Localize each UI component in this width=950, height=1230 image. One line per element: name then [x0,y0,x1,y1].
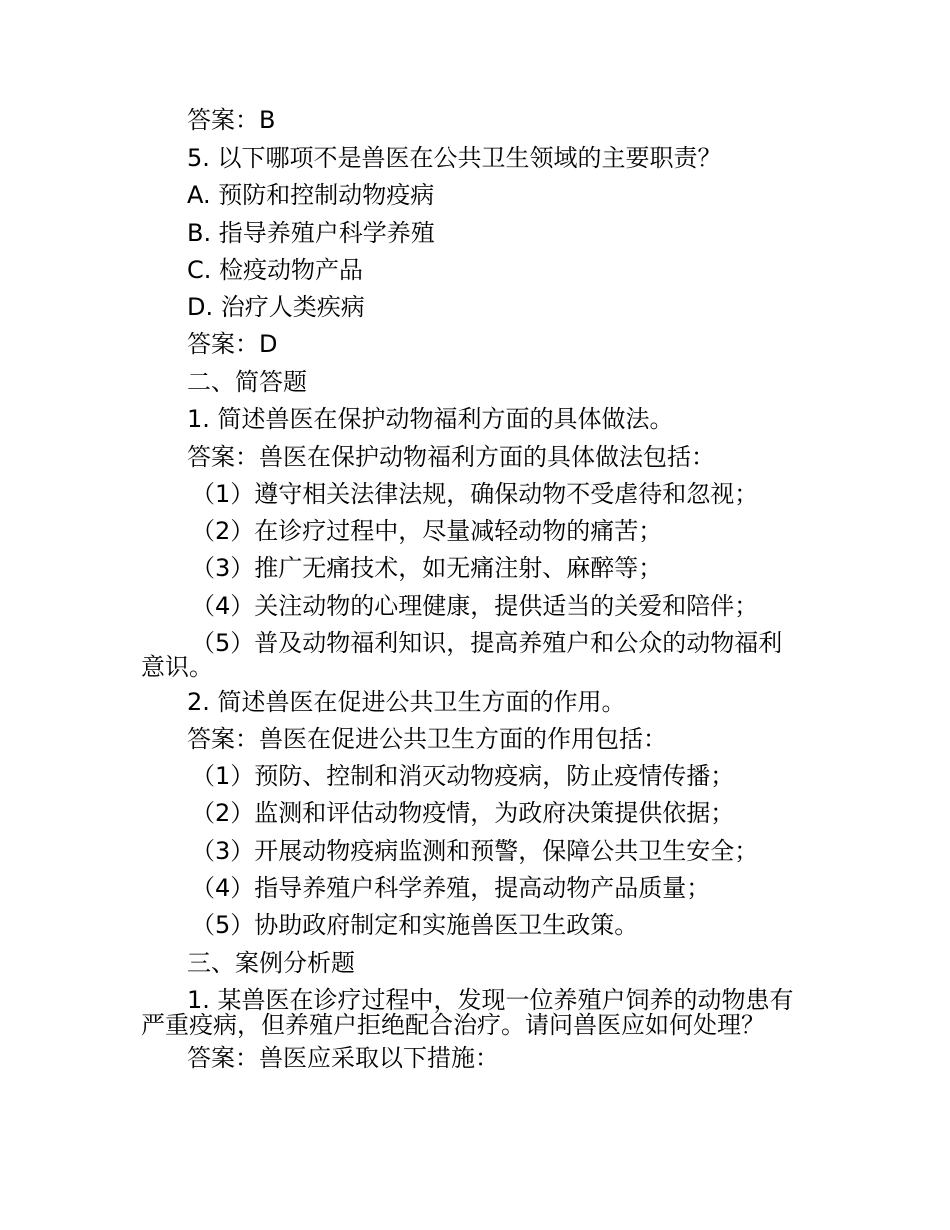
answer-item-1-2: （2）在诊疗过程中，尽量减轻动物的痛苦； [191,517,663,545]
short-question-2: 2. 简述兽医在促进公共卫生方面的作用。 [187,688,626,716]
answer-item-2-5: （5）协助政府制定和实施兽医卫生政策。 [191,911,639,939]
answer-item-2-4: （4）指导养殖户科学养殖，提高动物产品质量； [191,874,711,902]
answer-item-1-3: （3）推广无痛技术，如无痛注射、麻醉等； [191,554,663,582]
option-b: B. 指导养殖户科学养殖 [187,219,435,247]
answer-item-1-5: （5）普及动物福利知识，提高养殖户和公众的动物福利 [191,629,783,657]
case-answer-intro: 答案：兽医应采取以下措施： [187,1044,499,1072]
answer-item-1-5-cont: 意识。 [141,653,213,681]
answer-line-q4: 答案：B [187,106,276,134]
section-heading-short-answer: 二、简答题 [187,368,307,396]
section-heading-case: 三、案例分析题 [187,949,355,977]
option-c: C. 检疫动物产品 [187,256,364,284]
case-question-1: 1. 某兽医在诊疗过程中，发现一位养殖户饲养的动物患有 [187,986,794,1014]
answer-line-q5: 答案：D [187,330,278,358]
answer-item-2-2: （2）监测和评估动物疫情，为政府决策提供依据； [191,799,735,827]
answer-item-1-4: （4）关注动物的心理健康，提供适当的关爱和陪伴； [191,592,759,620]
answer-item-2-3: （3）开展动物疫病监测和预警，保障公共卫生安全； [191,837,759,865]
answer-intro-1: 答案：兽医在保护动物福利方面的具体做法包括： [187,443,715,471]
question-5: 5. 以下哪项不是兽医在公共卫生领域的主要职责？ [187,144,722,172]
answer-intro-2: 答案：兽医在促进公共卫生方面的作用包括： [187,725,667,753]
answer-item-1-1: （1）遵守相关法律法规，确保动物不受虐待和忽视； [191,480,759,508]
option-a: A. 预防和控制动物疫病 [187,181,435,209]
short-question-1: 1. 简述兽医在保护动物福利方面的具体做法。 [187,405,674,433]
option-d: D. 治疗人类疾病 [187,293,365,321]
answer-item-2-1: （1）预防、控制和消灭动物疫病，防止疫情传播； [191,762,735,790]
case-question-1-cont: 严重疫病，但养殖户拒绝配合治疗。请问兽医应如何处理？ [141,1011,765,1039]
